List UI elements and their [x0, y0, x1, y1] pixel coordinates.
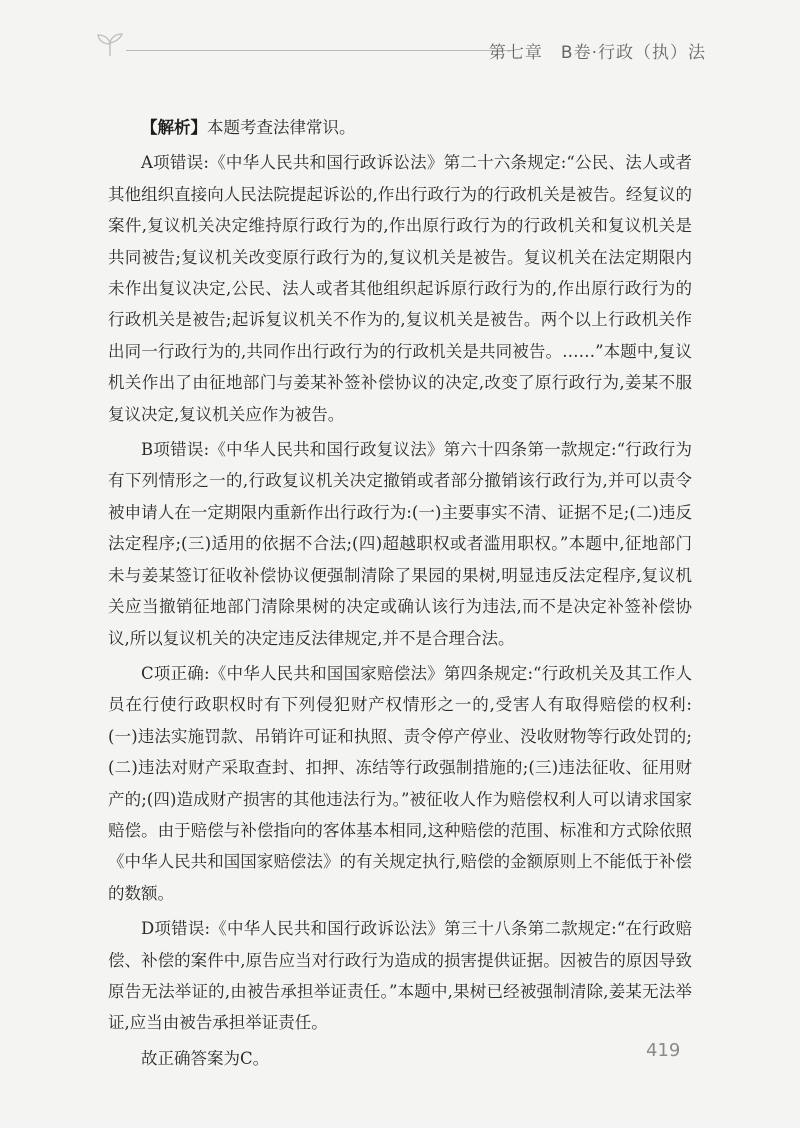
paragraph-option-b: B项错误:《中华人民共和国行政复议法》第六十四条第一款规定:“行政行为有下列情形之一的,行政复议机关决定撤销或者部分撤销该行政行为,并可以责令被申请人在一定期限内重新作出行政行为:(一)主要事实不清、证据不足;(二)违反法定程序;(三)适用的依据不合法;(四)超越职权或者滥用职权。”本题中,征地部门未与姜某签订征收补偿协议便强制清除了果园的果树,明显违反法定程序,复议机关应当撤销征地部门清除果树的决定或确认该行为违法,而不是决定补签补偿协议,所以复议机关的决定违反法律规定,并不是合理合法。	[108, 440, 692, 648]
paragraph-option-d: D项错误:《中华人民共和国行政诉讼法》第三十八条第二款规定:“在行政赔偿、补偿的案件中,原告应当对行政行为造成的损害提供证据。因被告的原因导致原告无法举证的,由被告承担举证责任。”本题中,果树已经被强制清除,姜某无法举证,应当由被告承担举证责任。	[108, 919, 692, 1033]
analysis-body	[108, 112, 692, 1078]
page-number: 419	[646, 1040, 681, 1061]
analysis-intro	[108, 112, 692, 143]
analysis-intro-text: 本题考查法律常识。	[207, 118, 356, 137]
paragraph-option-a: A项错误:《中华人民共和国行政诉讼法》第二十六条规定:“公民、法人或者其他组织直接向人民法院提起诉讼的,作出行政行为的行政机关是被告。经复议的案件,复议机关决定维持原行政行为的,作出原行政行为的行政机关和复议机关是共同被告;复议机关改变原行政行为的,复议机关是被告。复议机关在法定期限内未作出复议决定,公民、法人或者其他组织起诉原行政行为的,作出原行政行为的行政机关是被告;起诉复议机关不作为的,复议机关是被告。两个以上行政机关作出同一行政行为的,共同作出行政行为的行政机关是共同被告。……”本题中,复议机关作出了由征地部门与姜某补签补偿协议的决定,改变了原行政行为,姜某不服复议决定,复议机关应作为被告。	[108, 153, 692, 424]
analysis-label: 【解析】	[141, 118, 207, 137]
running-header	[96, 28, 706, 68]
header-rule	[126, 50, 510, 51]
paragraph-option-c: C项正确:《中华人民共和国国家赔偿法》第四条规定:“行政机关及其工作人员在行使行政职权时有下列侵犯财产权情形之一的,受害人有取得赔偿的权利:(一)违法实施罚款、吊销许可证和执照、责令停产停业、没收财物等行政处罚的;(二)违法对财产采取查封、扣押、冻结等行政强制措施的;(三)违法征收、征用财产的;(四)造成财产损害的其他违法行为。”被征收人作为赔偿权利人可以请求国家赔偿。由于赔偿与补偿指向的客体基本相同,这种赔偿的范围、标准和方式除依照《中华人民共和国国家赔偿法》的有关规定执行,赔偿的金额原则上不能低于补偿的数额。	[108, 663, 692, 903]
sprout-icon	[96, 32, 124, 58]
conclusion: 故正确答案为C。	[141, 1048, 270, 1068]
chapter-title: 第七章 B卷·行政（执）法	[488, 43, 706, 63]
